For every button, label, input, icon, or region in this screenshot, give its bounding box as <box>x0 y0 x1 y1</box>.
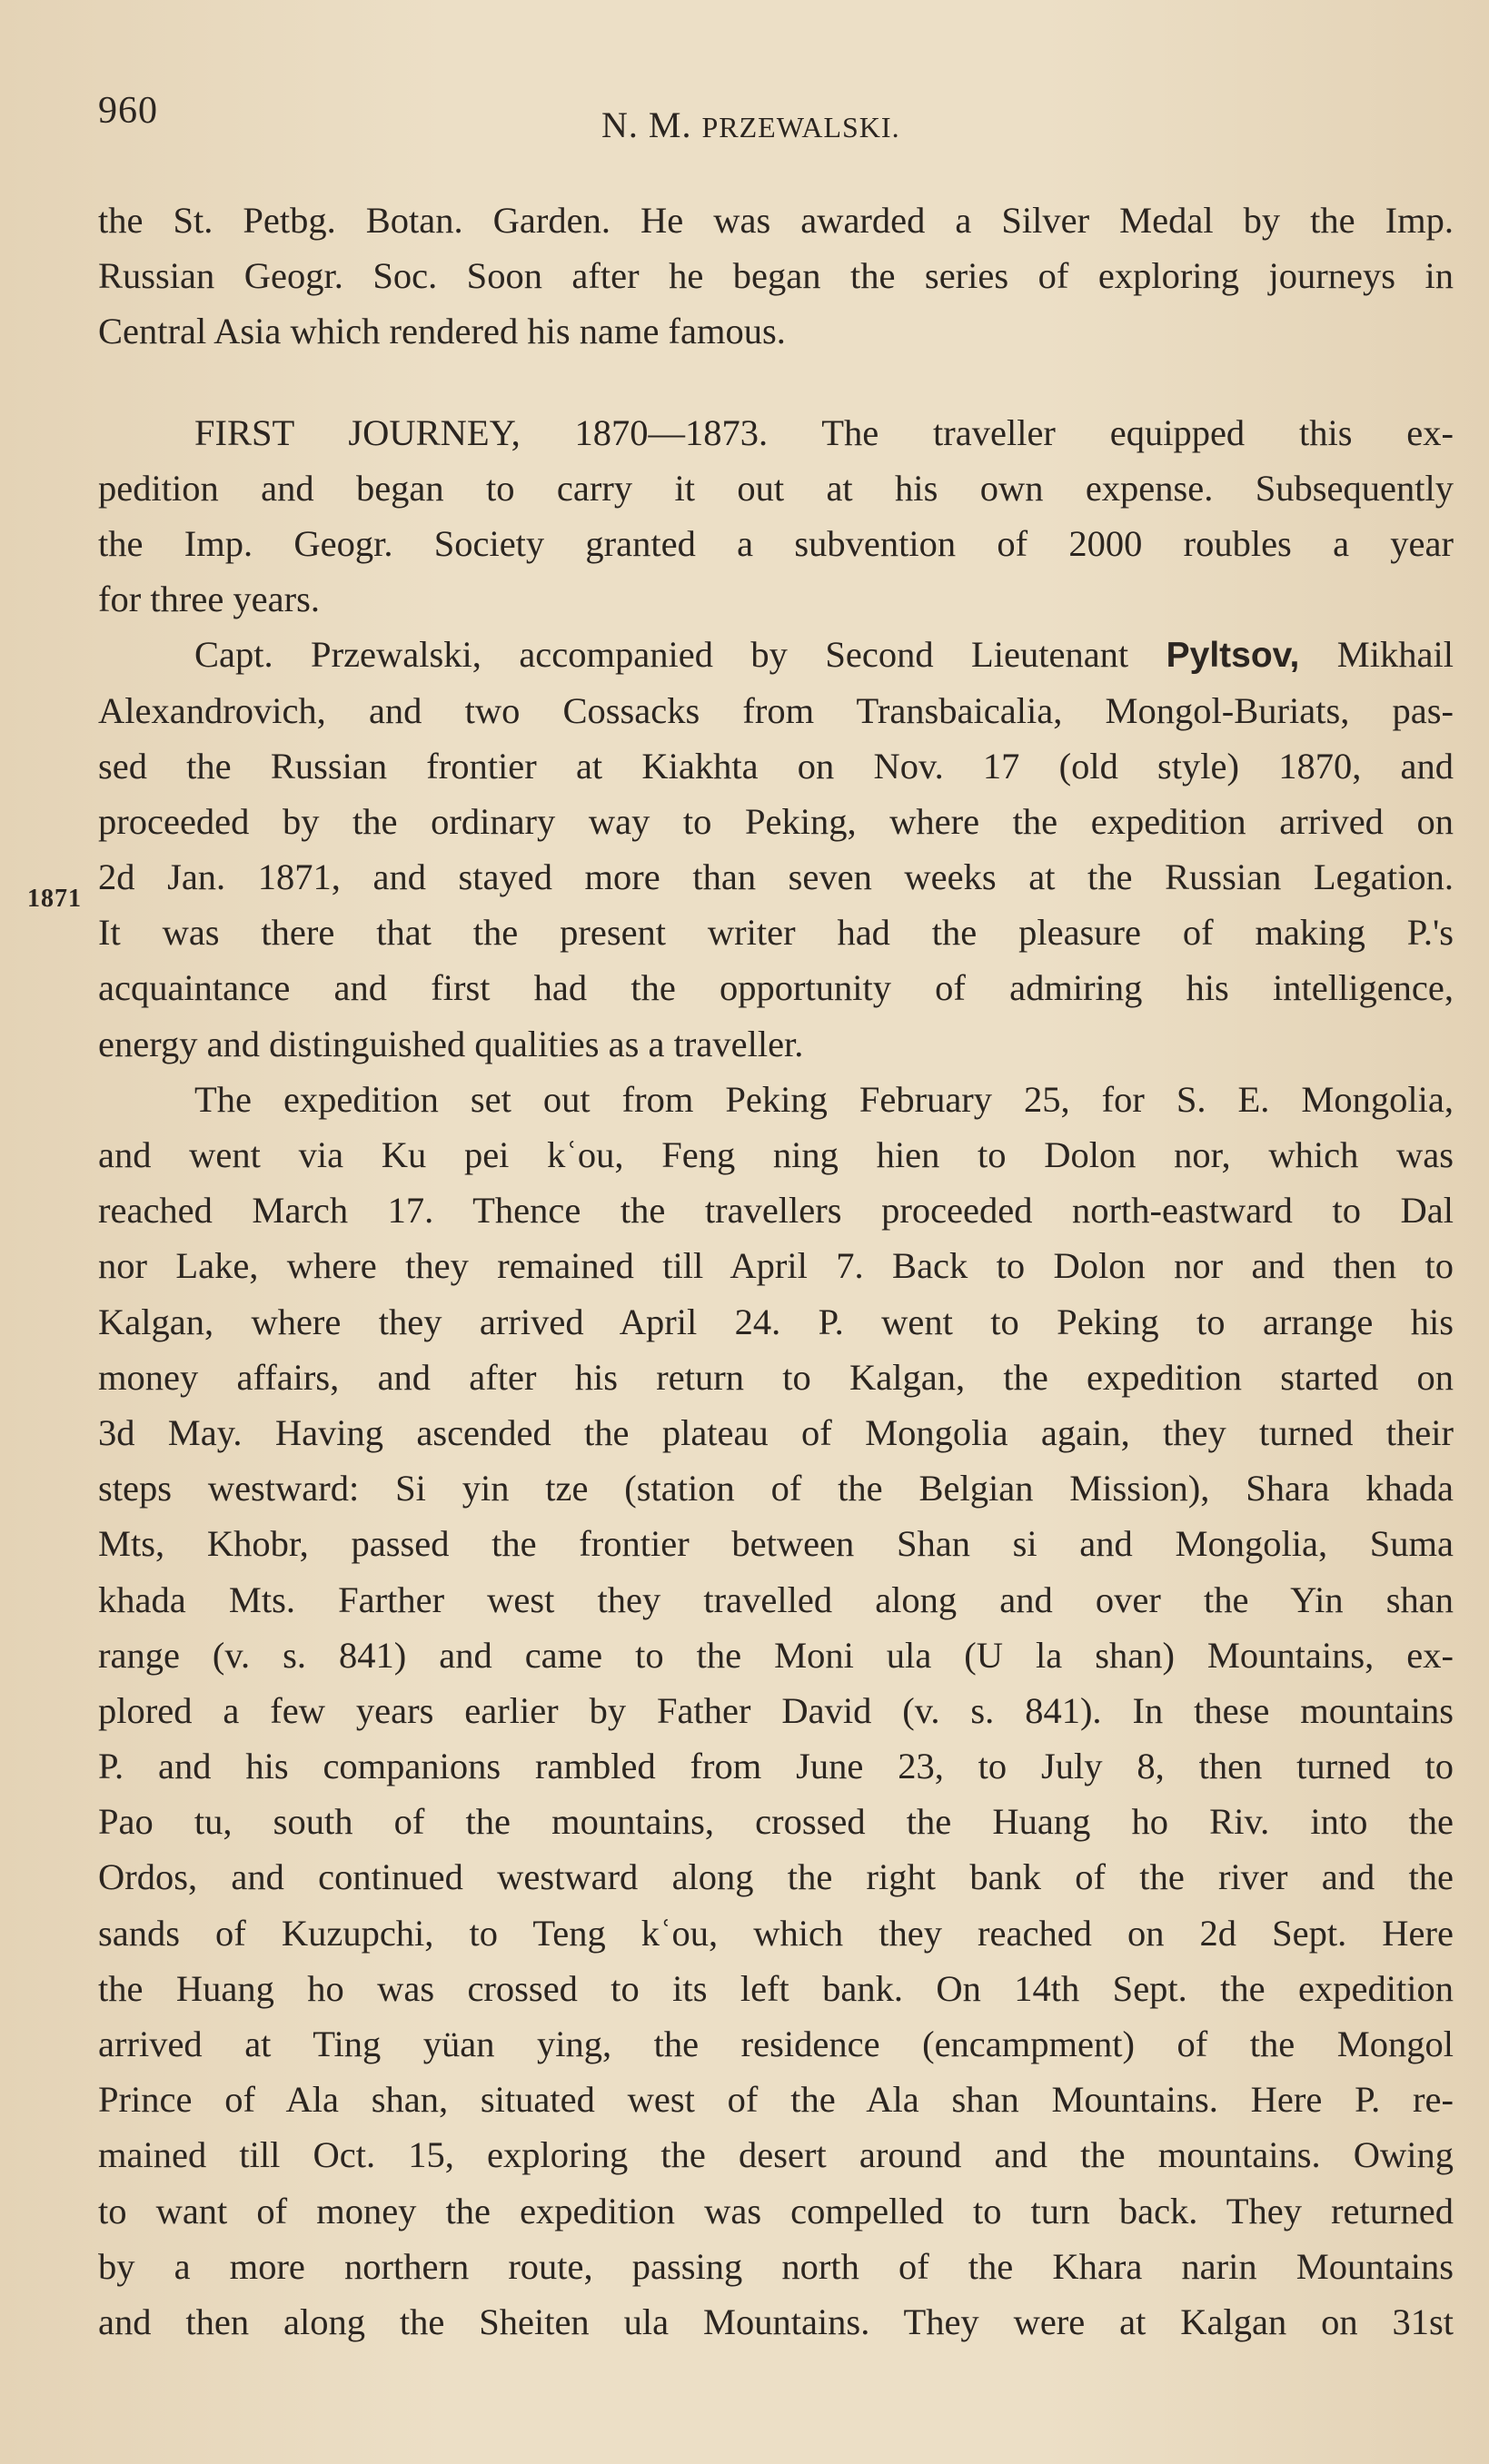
paragraph-gap <box>98 360 1454 405</box>
bold-name: Pyltsov, <box>1166 636 1300 676</box>
text-line: Prince of Ala shan, situated west of the Ala shan Mountains. Here P. re- <box>98 2079 1454 2121</box>
text-line: khada Mts. Farther west they travelled along and over the Yin shan <box>98 1578 1454 1620</box>
text-line: Central Asia which rendered his name famous. <box>98 311 786 352</box>
text-line: 3d May. Having ascended the plateau of Mongolia again, they turned their <box>98 1411 1454 1453</box>
text-segment: Mikhail <box>1299 634 1454 676</box>
text-line: mained till Oct. 15, exploring the desert around and the mountains. Owing <box>98 2134 1454 2176</box>
text-line: the Imp. Geogr. Society granted a subvention of 2000 roubles a year <box>98 522 1454 564</box>
text-line: by a more northern route, passing north of the Khara narin Mountains <box>98 2245 1454 2287</box>
text-line: It was there that the present writer had the pleasure of making P.'s <box>98 912 1454 954</box>
body-text <box>98 193 1454 2350</box>
page-number: 960 <box>98 90 158 132</box>
text-line: Alexandrovich, and two Cossacks from Transbaicalia, Mongol-Buriats, pas- <box>98 689 1454 731</box>
text-line: acquaintance and first had the opportunity of admiring his intelligence, <box>98 967 1454 1009</box>
text-line: the Huang ho was crossed to its left bank. On 14th Sept. the expedition <box>98 1967 1454 2009</box>
text-line: Mts, Khobr, passed the frontier between Shan si and Mongolia, Suma <box>98 1523 1454 1565</box>
text-segment: Capt. Przewalski, accompanied by Second Lieutenant <box>194 634 1166 676</box>
text-line: FIRST JOURNEY, 1870—1873. The traveller equipped this ex- <box>194 411 1454 453</box>
text-line: and went via Ku pei kʿou, Feng ning hien to Dolon nor, which was <box>98 1134 1454 1175</box>
text-line: Ordos, and continued westward along the right bank of the river and the <box>98 1856 1454 1898</box>
text-line: and then along the Sheiten ula Mountains. They were at Kalgan on 31st <box>98 2301 1454 2342</box>
text-line: sed the Russian frontier at Kiakhta on Nov. 17 (old style) 1870, and <box>98 745 1454 787</box>
text-line: Russian Geogr. Soc. Soon after he began the series of exploring journeys in <box>98 255 1454 297</box>
running-head <box>601 104 900 146</box>
running-head-initials: N. M. <box>601 104 702 145</box>
text-line: energy and distinguished qualities as a traveller. <box>98 1023 804 1064</box>
text-line: steps westward: Si yin tze (station of the Belgian Mission), Shara khada <box>98 1468 1454 1509</box>
text-line: range (v. s. 841) and came to the Moni ula (U la shan) Mountains, ex- <box>98 1634 1454 1676</box>
text-line: arrived at Ting yüan ying, the residence (encampment) of the Mongol <box>98 2024 1454 2064</box>
text-line: sands of Kuzupchi, to Teng kʿou, which they reached on 2d Sept. Here <box>98 1912 1454 1954</box>
text-line: to want of money the expedition was compelled to turn back. They returned <box>98 2190 1454 2231</box>
margin-year-note: 1871 <box>27 885 82 913</box>
text-line: 2d Jan. 1871, and stayed more than seven weeks at the Russian Legation. <box>98 856 1454 898</box>
text-line: P. and his companions rambled from June 23, to July 8, then turned to <box>98 1746 1454 1787</box>
text-line: proceeded by the ordinary way to Peking, where the expedition arrived on <box>98 800 1454 842</box>
text-line: The expedition set out from Peking February 25, for S. E. Mongolia, <box>194 1078 1454 1120</box>
text-line: Pao tu, south of the mountains, crossed the Huang ho Riv. into the <box>98 1801 1454 1843</box>
text-line: for three years. <box>98 579 320 620</box>
running-head-surname: PRZEWALSKI. <box>701 111 900 143</box>
text-line <box>98 627 1454 682</box>
text-line: pedition and began to carry it out at his own expense. Subsequently <box>98 467 1454 509</box>
text-line: nor Lake, where they remained till April 7. Back to Dolon nor and then to <box>98 1245 1454 1287</box>
text-line: plored a few years earlier by Father David (v. s. 841). In these mountains <box>98 1689 1454 1731</box>
text-line: money affairs, and after his return to Kalgan, the expedition started on <box>98 1356 1454 1398</box>
text-line: reached March 17. Thence the travellers proceeded north-eastward to Dal <box>98 1190 1454 1232</box>
text-line: Kalgan, where they arrived April 24. P. went to Peking to arrange his <box>98 1301 1454 1342</box>
text-line: the St. Petbg. Botan. Garden. He was awarded a Silver Medal by the Imp. <box>98 200 1454 241</box>
